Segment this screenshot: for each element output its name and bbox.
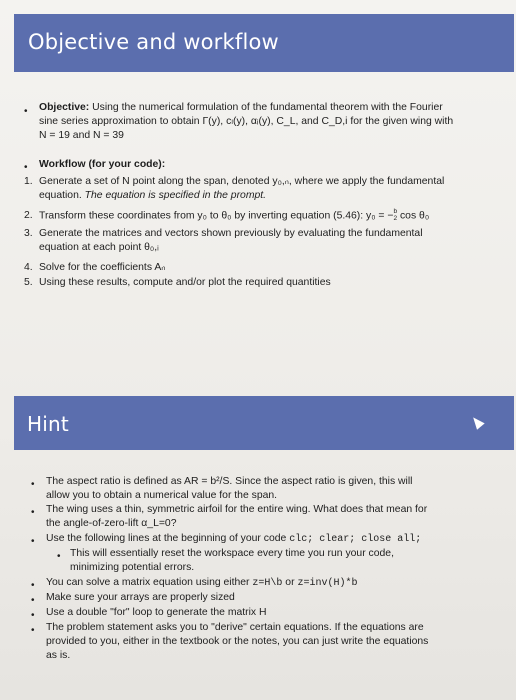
sub-bullet-dot: • <box>57 551 61 562</box>
bullet-dot: • <box>31 536 35 547</box>
objective-title: Objective and workflow <box>28 30 279 54</box>
hint-item-5: Make sure your arrays are properly sized <box>46 592 235 603</box>
hint-banner <box>14 396 514 450</box>
bullet-dot: • <box>31 625 35 636</box>
objective-text <box>39 101 509 144</box>
bullet-dot: • <box>24 162 28 173</box>
hint-item-6: Use a double "for" loop to generate the matrix H <box>46 607 267 618</box>
bullet-dot: • <box>31 610 35 621</box>
code-snippet: z=H\b <box>252 578 283 589</box>
workflow-step-2: Transform these coordinates from y₀ to θ₀ by inverting equation (5.46): y₀ = −b 2 cos θ₀ <box>39 208 430 222</box>
workflow-step-4: Solve for the coefficients Aₙ <box>39 262 166 273</box>
bullet-dot: • <box>31 595 35 606</box>
objective-line2: sine series approximation to obtain Γ(y), cₗ(y), αᵢ(y), C_L, and C_D,i for the given wing with <box>39 116 454 128</box>
workflow-step-1: Generate a set of N point along the span, denoted y₀,ₙ, where we apply the fundamental equation. The equation is specified in the prompt. <box>39 176 445 202</box>
objective-label: Objective: <box>39 102 90 113</box>
bullet-dot: • <box>31 580 35 591</box>
workflow-label: Workflow (for your code): <box>39 159 166 170</box>
bullet-dot: • <box>31 507 35 518</box>
hint-subitem: This will essentially reset the workspace every time you run your code, minimizing potential errors. <box>70 548 394 574</box>
code-snippet: clc; clear; close all; <box>289 534 422 545</box>
objective-line1: Using the numerical formulation of the fundamental theorem with the Fourier <box>92 102 443 113</box>
step-number: 2. <box>24 210 33 221</box>
hint-item-4: You can solve a matrix equation using either z=H\b or z=inv(H)*b <box>46 577 358 589</box>
code-snippet: z=inv(H)*b <box>297 578 358 589</box>
workflow-step-3: Generate the matrices and vectors shown previously by evaluating the fundamental equation at each point θ₀,ᵢ <box>39 228 423 254</box>
hint-item-2: The wing uses a thin, symmetric airfoil for the entire wing. What does that mean for the angle-of-zero-lift α_L=0? <box>46 504 428 530</box>
step-number: 3. <box>24 228 33 239</box>
step-number: 5. <box>24 277 33 288</box>
bullet-dot: • <box>31 479 35 490</box>
step-number: 1. <box>24 176 33 187</box>
step-number: 4. <box>24 262 33 273</box>
objective-banner <box>14 14 514 72</box>
hint-item-3: Use the following lines at the beginning of your code clc; clear; close all; <box>46 533 422 545</box>
hint-item-1: The aspect ratio is defined as AR = b²/S. Since the aspect ratio is given, this will allow you to obtain a numerical value for the span. <box>46 476 413 502</box>
hint-item-7: The problem statement asks you to "derive" certain equations. If the equations are provided to you, either in the textbook or the notes, you can just write the equations as is. <box>46 622 429 662</box>
bullet-dot: • <box>24 106 28 117</box>
workflow-step-5: Using these results, compute and/or plot the required quantities <box>39 277 331 288</box>
objective-line3: N = 19 and N = 39 <box>39 130 124 142</box>
hint-title: Hint <box>27 412 69 436</box>
